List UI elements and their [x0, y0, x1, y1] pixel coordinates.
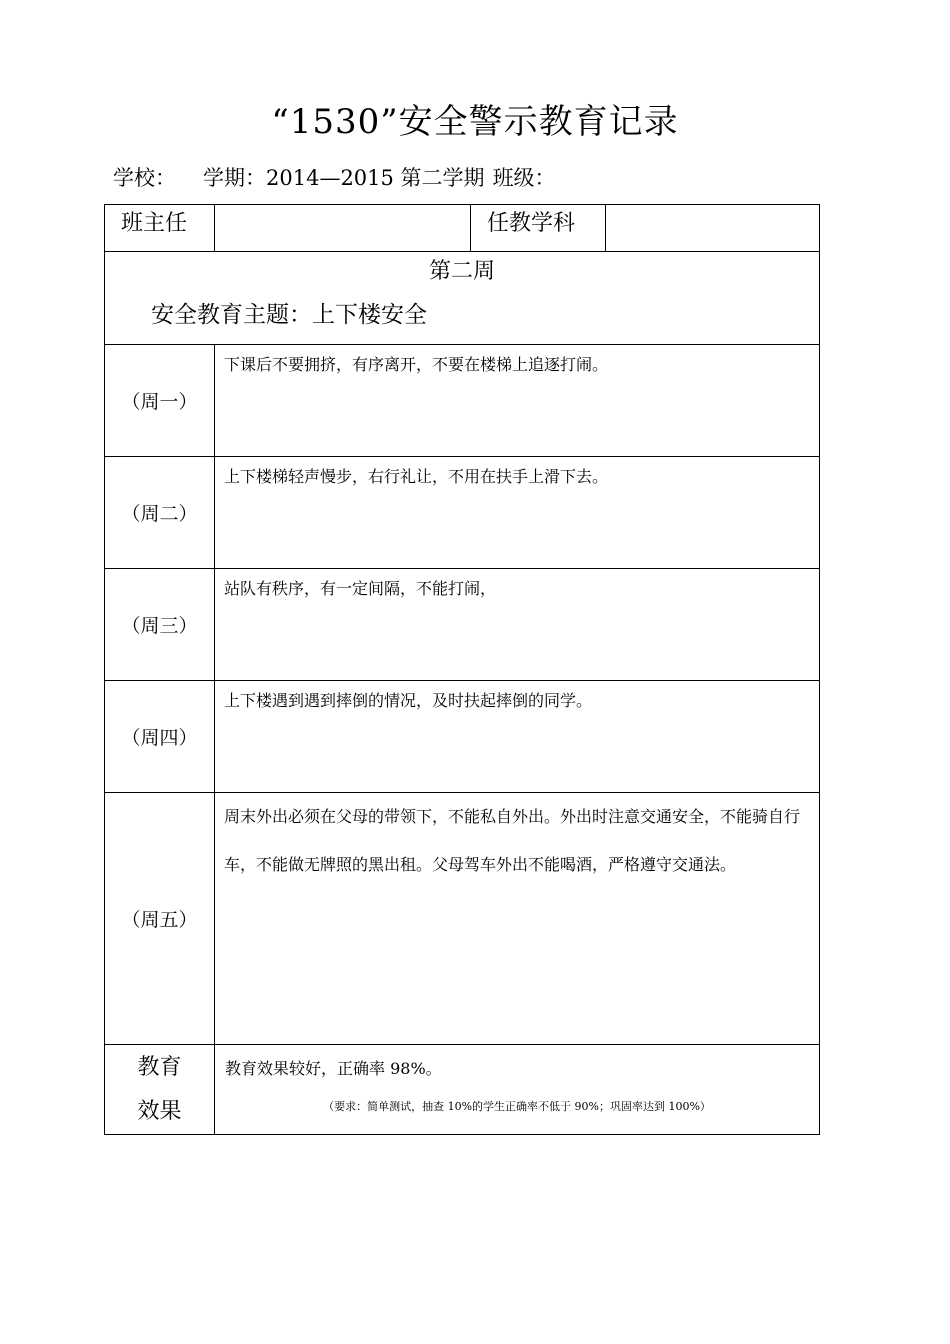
school-label: 学校： — [113, 166, 176, 190]
safety-theme: 安全教育主题：上下楼安全 — [151, 302, 427, 328]
header-row — [105, 205, 820, 252]
day-row-wednesday — [105, 569, 820, 681]
effect-requirement-note: （要求：简单测试，抽查 10%的学生正确率不低于 90%；巩固率达到 100%） — [323, 1100, 711, 1113]
effect-row — [105, 1045, 820, 1135]
day-label: （周五） — [105, 793, 215, 1045]
subject-label: 任教学科 — [487, 211, 576, 236]
effect-content-cell — [215, 1045, 820, 1135]
page-title: “1530”安全警示教育记录 — [271, 102, 679, 142]
effect-label-cell — [105, 1045, 215, 1135]
day-content: 上下楼遇到遇到摔倒的情况，及时扶起摔倒的同学。 — [215, 681, 820, 793]
effect-label-line1: 教育 — [137, 1054, 182, 1080]
teacher-value-cell — [215, 205, 471, 252]
record-info-line — [113, 163, 556, 193]
effect-content: 教育效果较好，正确率 98%。 — [225, 1059, 442, 1078]
teacher-label: 班主任 — [121, 211, 188, 236]
day-row-monday — [105, 345, 820, 457]
day-content: 下课后不要拥挤，有序离开，不要在楼梯上追逐打闹。 — [215, 345, 820, 457]
effect-label-line2: 效果 — [137, 1098, 182, 1124]
day-content: 站队有秩序，有一定间隔，不能打闹， — [215, 569, 820, 681]
week-row — [105, 252, 820, 345]
day-row-friday — [105, 793, 820, 1045]
week-title: 第二周 — [428, 259, 495, 284]
day-label: （周二） — [105, 457, 215, 569]
subject-label-cell — [471, 205, 606, 252]
day-content: 上下楼梯轻声慢步，右行礼让，不用在扶手上滑下去。 — [215, 457, 820, 569]
day-row-thursday — [105, 681, 820, 793]
record-table — [104, 204, 820, 1135]
day-label: （周三） — [105, 569, 215, 681]
day-label: （周四） — [105, 681, 215, 793]
day-row-tuesday — [105, 457, 820, 569]
week-cell — [105, 252, 820, 345]
class-label: 班级： — [492, 166, 556, 190]
term-label: 学期：2014—2015 第二学期 — [203, 166, 485, 190]
day-label: （周一） — [105, 345, 215, 457]
subject-value-cell — [606, 205, 820, 252]
teacher-label-cell — [105, 205, 215, 252]
day-content: 周末外出必须在父母的带领下，不能私自外出。外出时注意交通安全，不能骑自行车，不能做无牌照的黑出租。父母驾车外出不能喝酒，严格遵守交通法。 — [215, 793, 820, 1045]
